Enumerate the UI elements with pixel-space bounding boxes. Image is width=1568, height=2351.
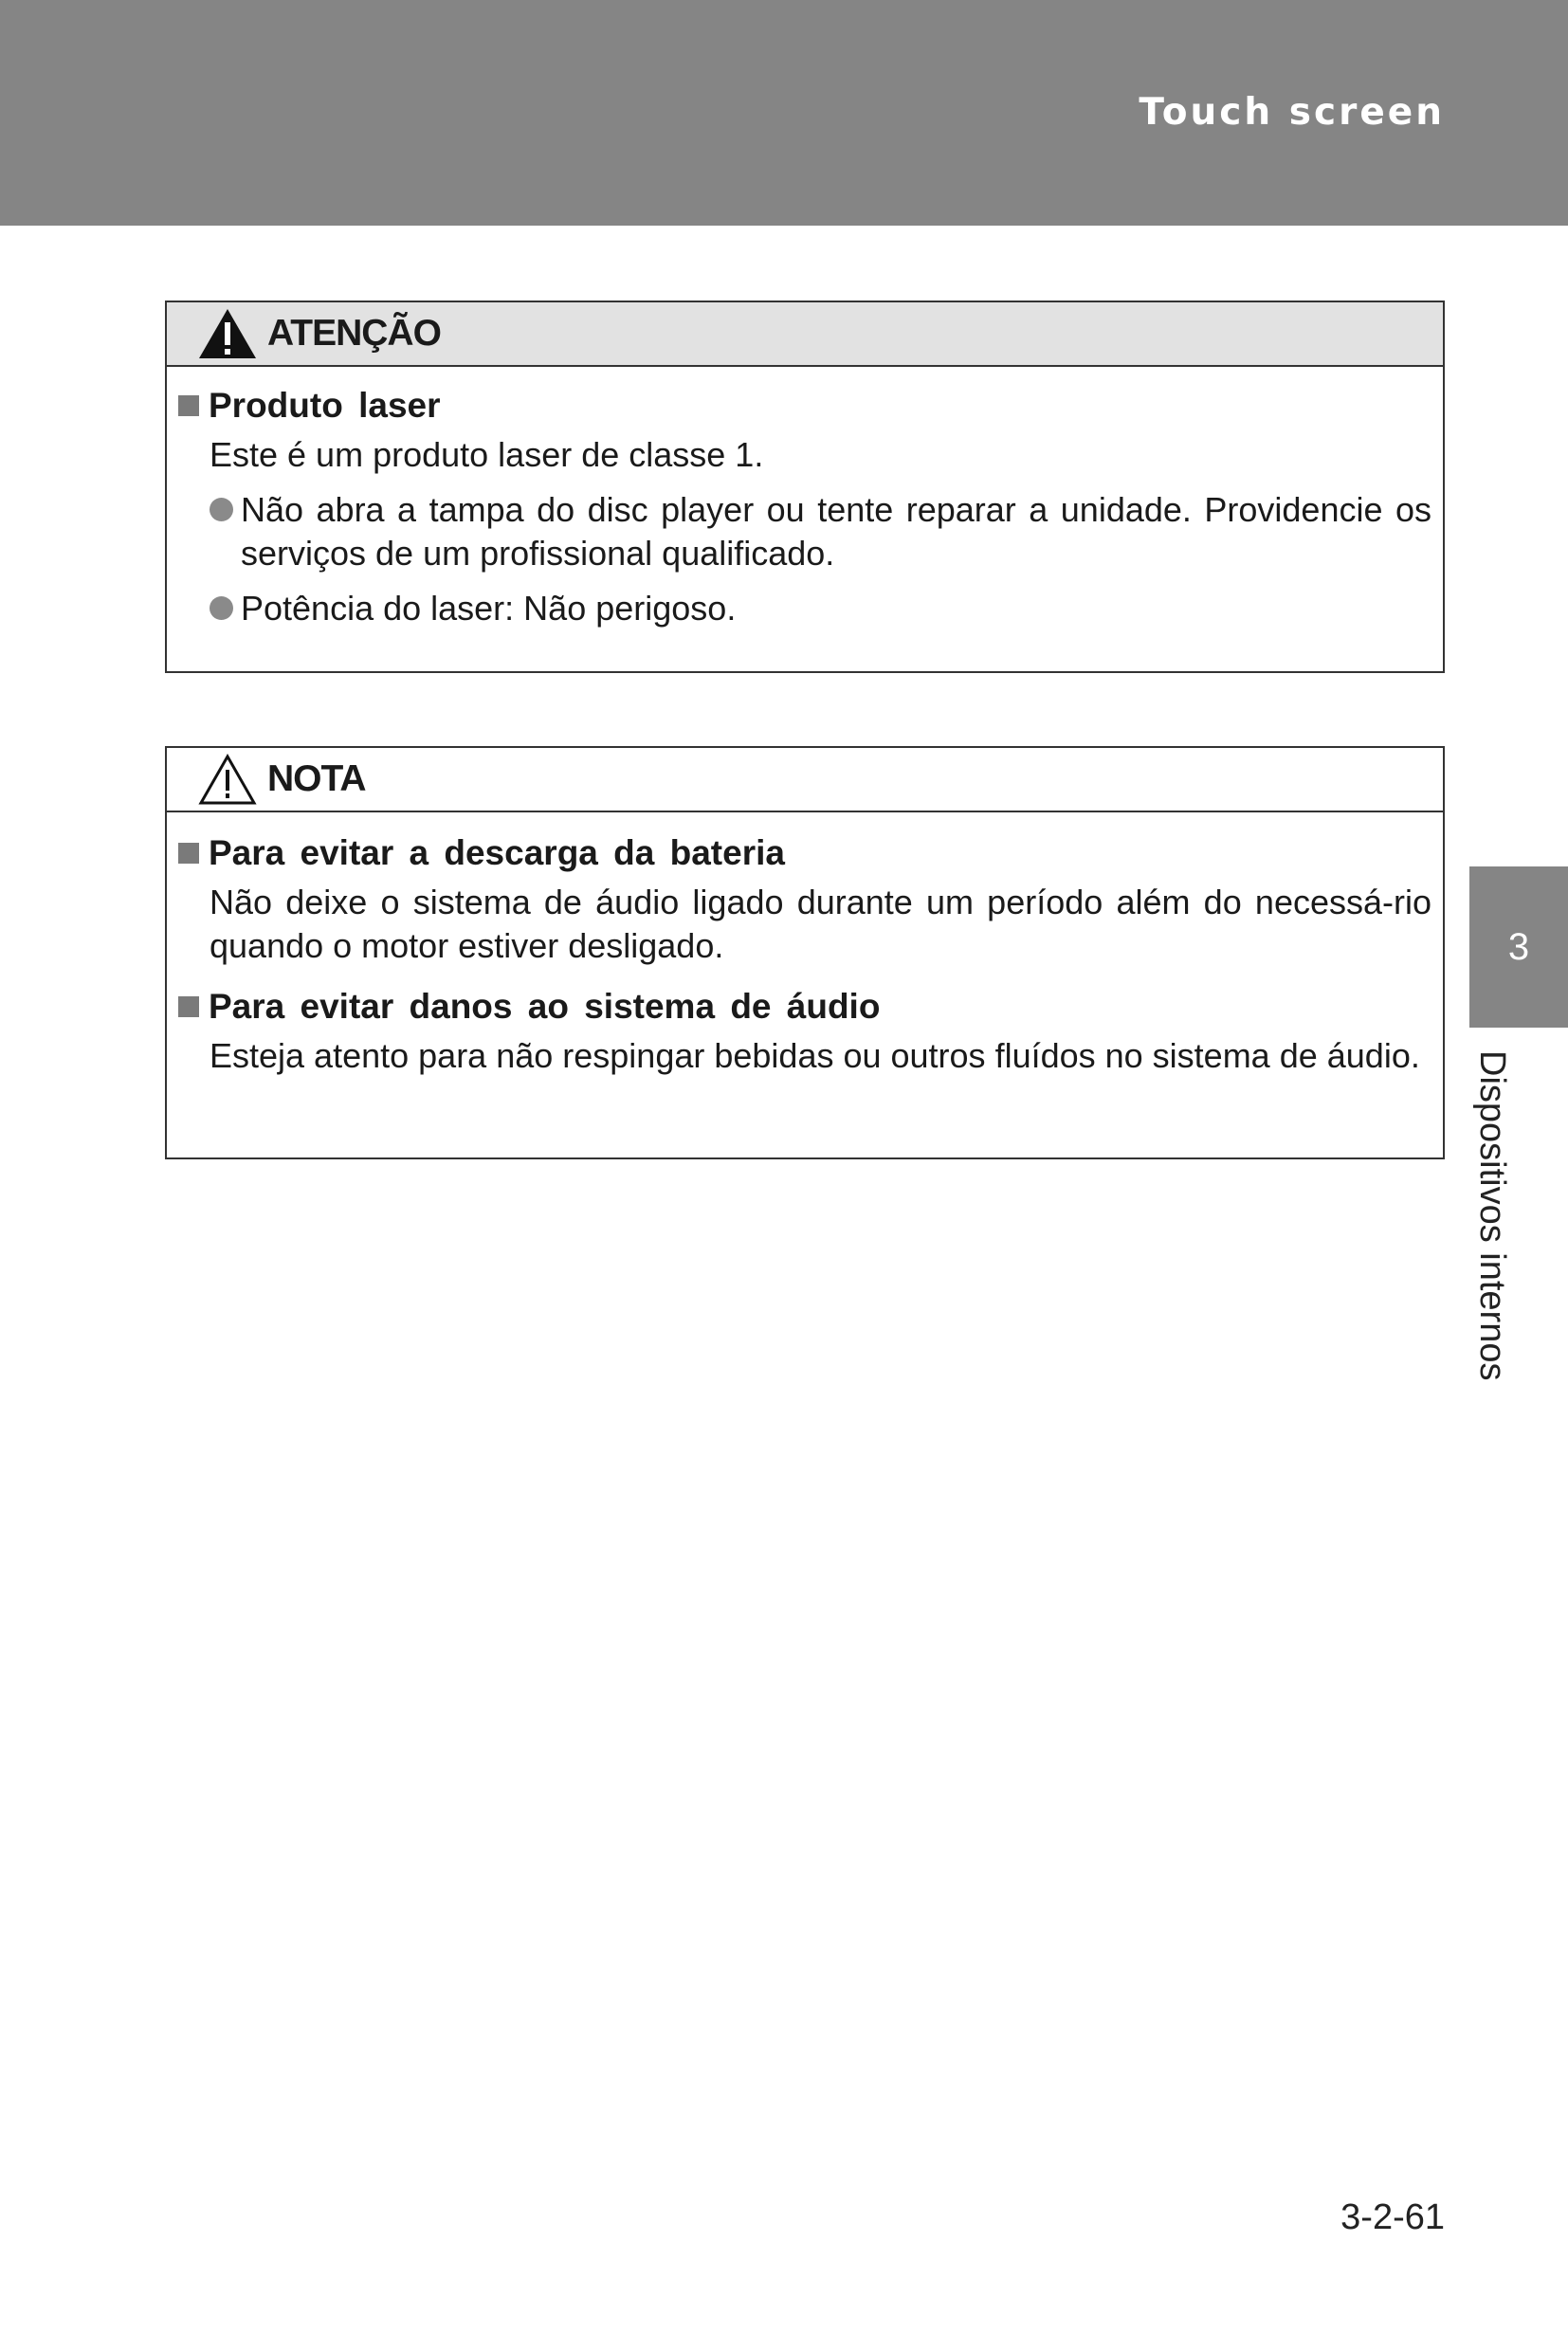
header-title: Touch screen: [1139, 91, 1445, 134]
warning-box-header: [167, 302, 1443, 367]
chapter-label: Dispositivos internos: [1472, 1050, 1512, 1381]
circle-bullet-icon: [210, 596, 233, 620]
section-title-text: Produto laser: [209, 386, 441, 425]
list-item-text: Não abra a tampa do disc player ou tente reparar a unidade. Providencie os serviços de um profissional qualificado.: [241, 490, 1431, 573]
list-item-text: Potência do laser: Não perigoso.: [241, 589, 737, 628]
note-box-body: [167, 826, 1443, 1078]
square-bullet-icon: [178, 996, 199, 1017]
note-label: NOTA: [267, 758, 366, 799]
chapter-number: 3: [1507, 925, 1530, 968]
warning-box: [165, 301, 1445, 673]
note-box: [165, 746, 1445, 1159]
section-title: [178, 826, 1431, 881]
page-number: 3-2-61: [1340, 2197, 1445, 2237]
warning-box-body: [167, 378, 1443, 630]
list-item: [178, 488, 1431, 575]
warning-triangle-outline-icon: [197, 753, 258, 806]
section-text: Este é um produto laser de classe 1.: [210, 435, 764, 474]
circle-bullet-icon: [210, 498, 233, 521]
section-title: [178, 378, 1431, 433]
page-header: [0, 0, 1568, 226]
list-item: [178, 587, 1431, 630]
section-title: [178, 979, 1431, 1034]
section-text: Não deixe o sistema de áudio ligado durante um período além do necessá-rio quando o motor estiver desligado.: [210, 883, 1431, 965]
chapter-tab: [1469, 866, 1568, 1028]
note-box-header: [167, 748, 1443, 812]
section-text: Esteja atento para não respingar bebidas ou outros fluídos no sistema de áudio.: [210, 1036, 1420, 1075]
square-bullet-icon: [178, 843, 199, 864]
section-title-text: Para evitar a descarga da bateria: [209, 833, 785, 872]
warning-triangle-filled-icon: [197, 307, 258, 360]
square-bullet-icon: [178, 395, 199, 416]
warning-label: ATENÇÃO: [267, 313, 441, 354]
section-title-text: Para evitar danos ao sistema de áudio: [209, 987, 881, 1026]
